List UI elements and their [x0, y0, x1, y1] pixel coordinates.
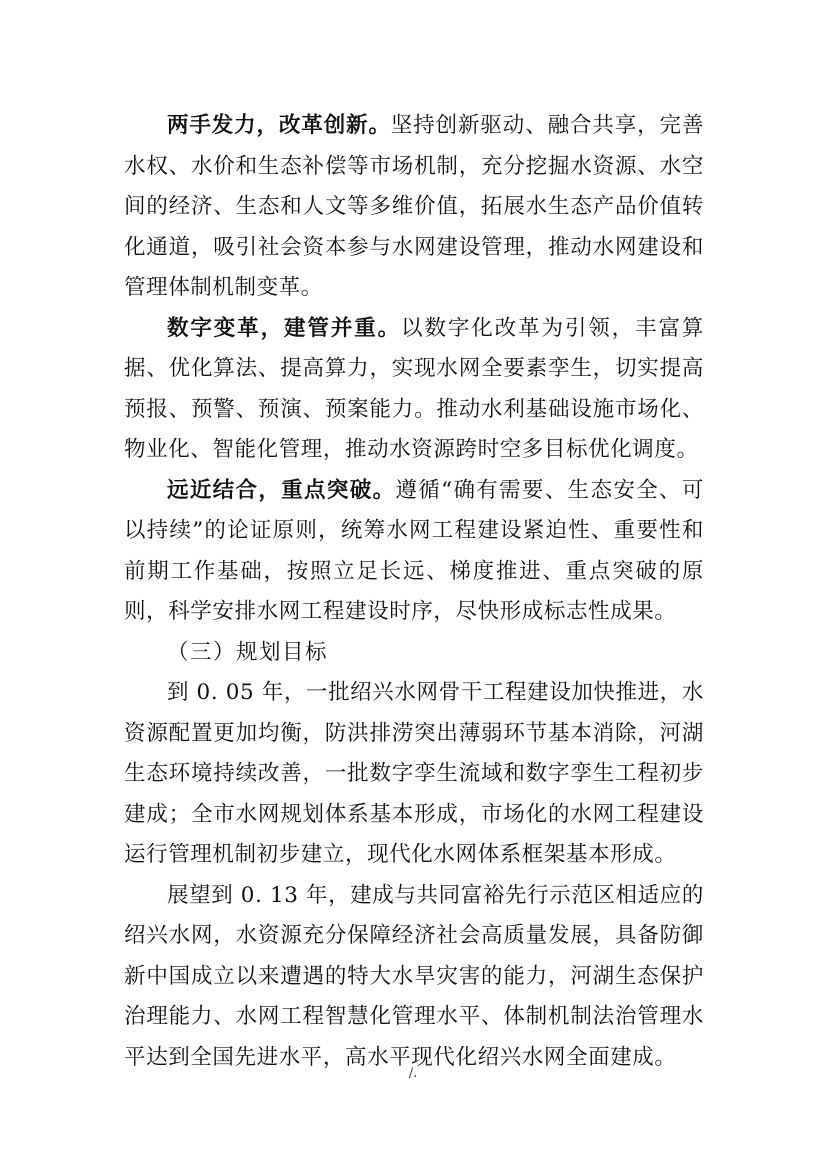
section-heading: （三）规划目标 [167, 639, 329, 665]
goal-paragraph-1: 到 0. 05 年，一批绍兴水网骨干工程建设加快推进，水资源配置更加均衡，防洪排涝突出薄弱环节基本消除，河湖生态环境持续改善，一批数字孪生流域和数字孪生工程初步建成；全市水网规划体系基本形成，市场化的水网工程建设运行管理机制初步建立，现代化水网体系框架基本形成。 [124, 680, 704, 867]
principle-lead-2: 数字变革，建管并重。 [167, 315, 402, 341]
principle-paragraph-1 [124, 106, 704, 309]
goal-paragraph-2: 展望到 0. 13 年，建成与共同富裕先行示范区相适应的绍兴水网，水资源充分保障经济社会高质量发展，具备防御新中国成立以来遭遇的特大水旱灾害的能力，河湖生态保护治理能力、水网工程智慧化管理水平、体制机制法治管理水平达到全国先进水平，高水平现代化绍兴水网全面建成。 [124, 882, 704, 1070]
page-footer-mark: /. [408, 1066, 418, 1081]
principle-paragraph-2 [124, 309, 704, 471]
principle-paragraph-3 [124, 471, 704, 633]
principle-lead-3: 远近结合，重点突破。 [167, 477, 396, 503]
principle-text-2: 以数字化改革为引领，丰富算据、优化算法、提高算力，实现水网全要素孪生，切实提高预报、预警、预演、预案能力。推动水利基础设施市场化、物业化、智能化管理，推动水资源跨时空多目标优化调度。 [124, 315, 704, 462]
principle-lead-1: 两手发力，改革创新。 [167, 113, 391, 138]
principle-text-1: 坚持创新驱动、融合共享，完善水权、水价和生态补偿等市场机制，充分挖掘水资源、水空间的经济、生态和人文等多维价值，拓展水生态产品价值转化通道，吸引社会资本参与水网建设管理，推动水网建设和管理体制机制变革。 [124, 113, 704, 300]
document-body [124, 106, 704, 1078]
principle-text-3: 遵循“确有需要、生态安全、可以持续”的论证原则，统筹水网工程建设紧迫性、重要性和前期工作基础，按照立足长远、梯度推进、重点突破的原则，科学安排水网工程建设时序，尽快形成标志性成果。 [124, 477, 704, 624]
